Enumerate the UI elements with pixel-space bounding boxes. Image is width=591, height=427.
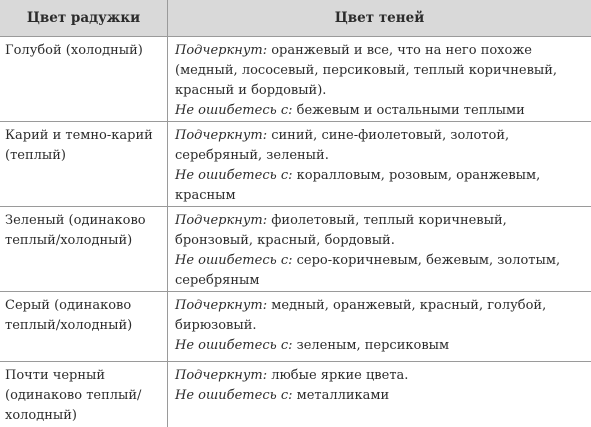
safe-choice-label: Не ошибетесь с: [175, 338, 293, 353]
table-row [0, 292, 591, 362]
table-row [0, 122, 591, 207]
safe-choice-text: бежевым и остальными теплыми [296, 103, 525, 118]
table-row [0, 362, 591, 427]
emphasized-text: любые яркие цвета. [271, 368, 409, 383]
table-row [0, 37, 591, 122]
safe-choice-text: коралловым, розовым, оранжевым, красным [175, 168, 541, 203]
emphasized-text: медный, оранжевый, красный, голубой, бирюзовый. [175, 298, 547, 333]
emphasized-line [175, 366, 583, 386]
emphasized-line [175, 211, 583, 251]
iris-cell: Почти черный (одинаково теплый/холодный) [0, 362, 168, 427]
emphasized-label: Подчеркнут: [175, 368, 268, 383]
emphasized-line [175, 126, 583, 166]
safe-choice-line [175, 336, 583, 356]
shadow-cell [168, 207, 591, 291]
safe-choice-line [175, 386, 583, 406]
emphasized-text: оранжевый и все, что на него похоже (медный, лососевый, персиковый, теплый коричневый, красный и бордовый). [175, 43, 558, 98]
header-iris-color: Цвет радужки [0, 0, 168, 37]
safe-choice-line [175, 166, 583, 206]
shadow-cell [168, 292, 591, 361]
iris-cell: Зеленый (одинаково теплый/холодный) [0, 207, 168, 291]
emphasized-label: Подчеркнут: [175, 213, 268, 228]
table-header [0, 0, 591, 37]
safe-choice-line [175, 101, 583, 121]
iris-cell: Серый (одинаково теплый/холодный) [0, 292, 168, 361]
iris-cell: Голубой (холодный) [0, 37, 168, 121]
emphasized-text: фиолетовый, теплый коричневый, бронзовый, красный, бордовый. [175, 213, 507, 248]
safe-choice-text: серо-коричневым, бежевым, золотым, серебряным [175, 253, 561, 288]
safe-choice-label: Не ошибетесь с: [175, 103, 293, 118]
safe-choice-text: металликами [296, 388, 390, 403]
emphasized-label: Подчеркнут: [175, 298, 268, 313]
emphasized-line [175, 296, 583, 336]
emphasized-label: Подчеркнут: [175, 43, 268, 58]
emphasized-label: Подчеркнут: [175, 128, 268, 143]
shadow-cell [168, 362, 591, 427]
shadow-cell [168, 37, 591, 121]
safe-choice-label: Не ошибетесь с: [175, 388, 293, 403]
table-row [0, 207, 591, 292]
shadow-cell [168, 122, 591, 206]
emphasized-line [175, 41, 583, 101]
emphasized-text: синий, сине-фиолетовый, золотой, серебряный, зеленый. [175, 128, 510, 163]
iris-cell: Карий и темно-карий (теплый) [0, 122, 168, 206]
safe-choice-line [175, 251, 583, 291]
safe-choice-label: Не ошибетесь с: [175, 253, 293, 268]
safe-choice-label: Не ошибетесь с: [175, 168, 293, 183]
safe-choice-text: зеленым, персиковым [296, 338, 450, 353]
header-shadow-color: Цвет теней [334, 9, 425, 26]
